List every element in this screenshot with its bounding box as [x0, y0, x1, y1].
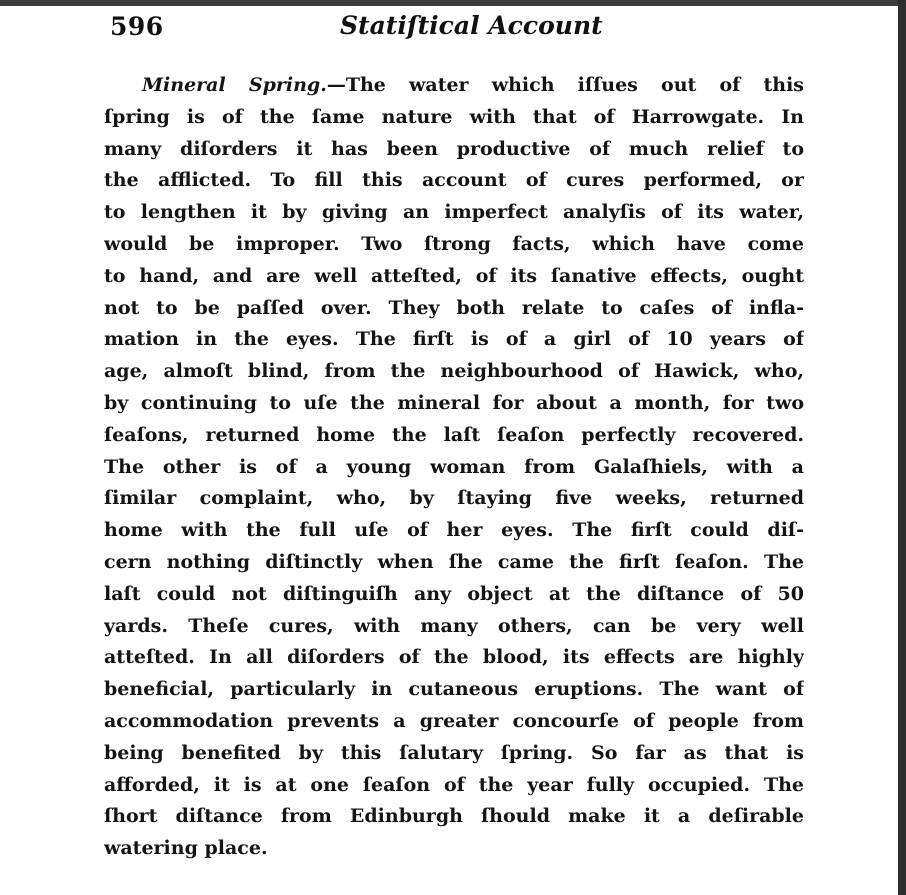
text-line: The other is of a young woman from Galaſhiels, with a [104, 455, 804, 478]
text-line: cern nothing diſtinctly when ſhe came the firſt ſeaſon. The [104, 550, 804, 573]
text-line [104, 70, 804, 102]
text-line: would be improper. Two ſtrong facts, which have come [104, 232, 804, 255]
text-line: yards. Theſe cures, with many others, can be very well [104, 614, 804, 637]
text-line: afforded, it is at one ſeaſon of the year fully occupied. The [104, 773, 804, 796]
text-line: beneficial, particularly in cutaneous eruptions. The want of [104, 678, 804, 701]
text-line: ſhort diſtance from Edinburgh ſhould make it a deſirable [104, 805, 804, 828]
text-line: laſt could not diſtinguiſh any object at the diſtance of 50 [104, 582, 804, 605]
text-line: to hand, and are well atteſted, of its ſanative effects, ought [104, 264, 804, 287]
line-text: —The water which iſſues out of this [326, 74, 804, 96]
text-line: accommodation prevents a greater concourſe of people from [104, 709, 804, 732]
right-border [898, 0, 906, 895]
text-line: being benefited by this ſalutary ſpring. So far as that is [104, 741, 804, 764]
text-line: age, almoſt blind, from the neighbourhood of Hawick, who, [104, 360, 804, 383]
page-header [110, 8, 670, 48]
text-line: ſeaſons, returned home the laſt ſeaſon perfectly recovered. [104, 423, 804, 446]
scanned-page [0, 6, 898, 895]
paragraph-mineral-spring [104, 70, 804, 865]
text-line: home with the full uſe of her eyes. The firſt could diſ- [104, 519, 804, 542]
text-line: mation in the eyes. The firſt is of a girl of 10 years of [104, 328, 804, 351]
text-line: not to be paſſed over. They both relate to caſes of infla- [104, 296, 804, 319]
text-line: many diſorders it has been productive of much relief to [104, 137, 804, 160]
text-line: atteſted. In all diſorders of the blood, its effects are highly [104, 646, 804, 669]
text-line: the afflicted. To fill this account of cures performed, or [104, 169, 804, 192]
text-line: by continuing to uſe the mineral for about a month, for two [104, 391, 804, 414]
text-line: ſimilar complaint, who, by ſtaying five weeks, returned [104, 487, 804, 510]
run-in-heading: Mineral Spring. [142, 74, 327, 96]
running-title: Statiſtical Account [340, 11, 603, 40]
text-line-last: watering place. [104, 837, 268, 860]
text-line: to lengthen it by giving an imperfect analyſis of its water, [104, 201, 804, 224]
page-number: 596 [110, 12, 164, 41]
text-line: ſpring is of the ſame nature with that of Harrowgate. In [104, 105, 804, 128]
